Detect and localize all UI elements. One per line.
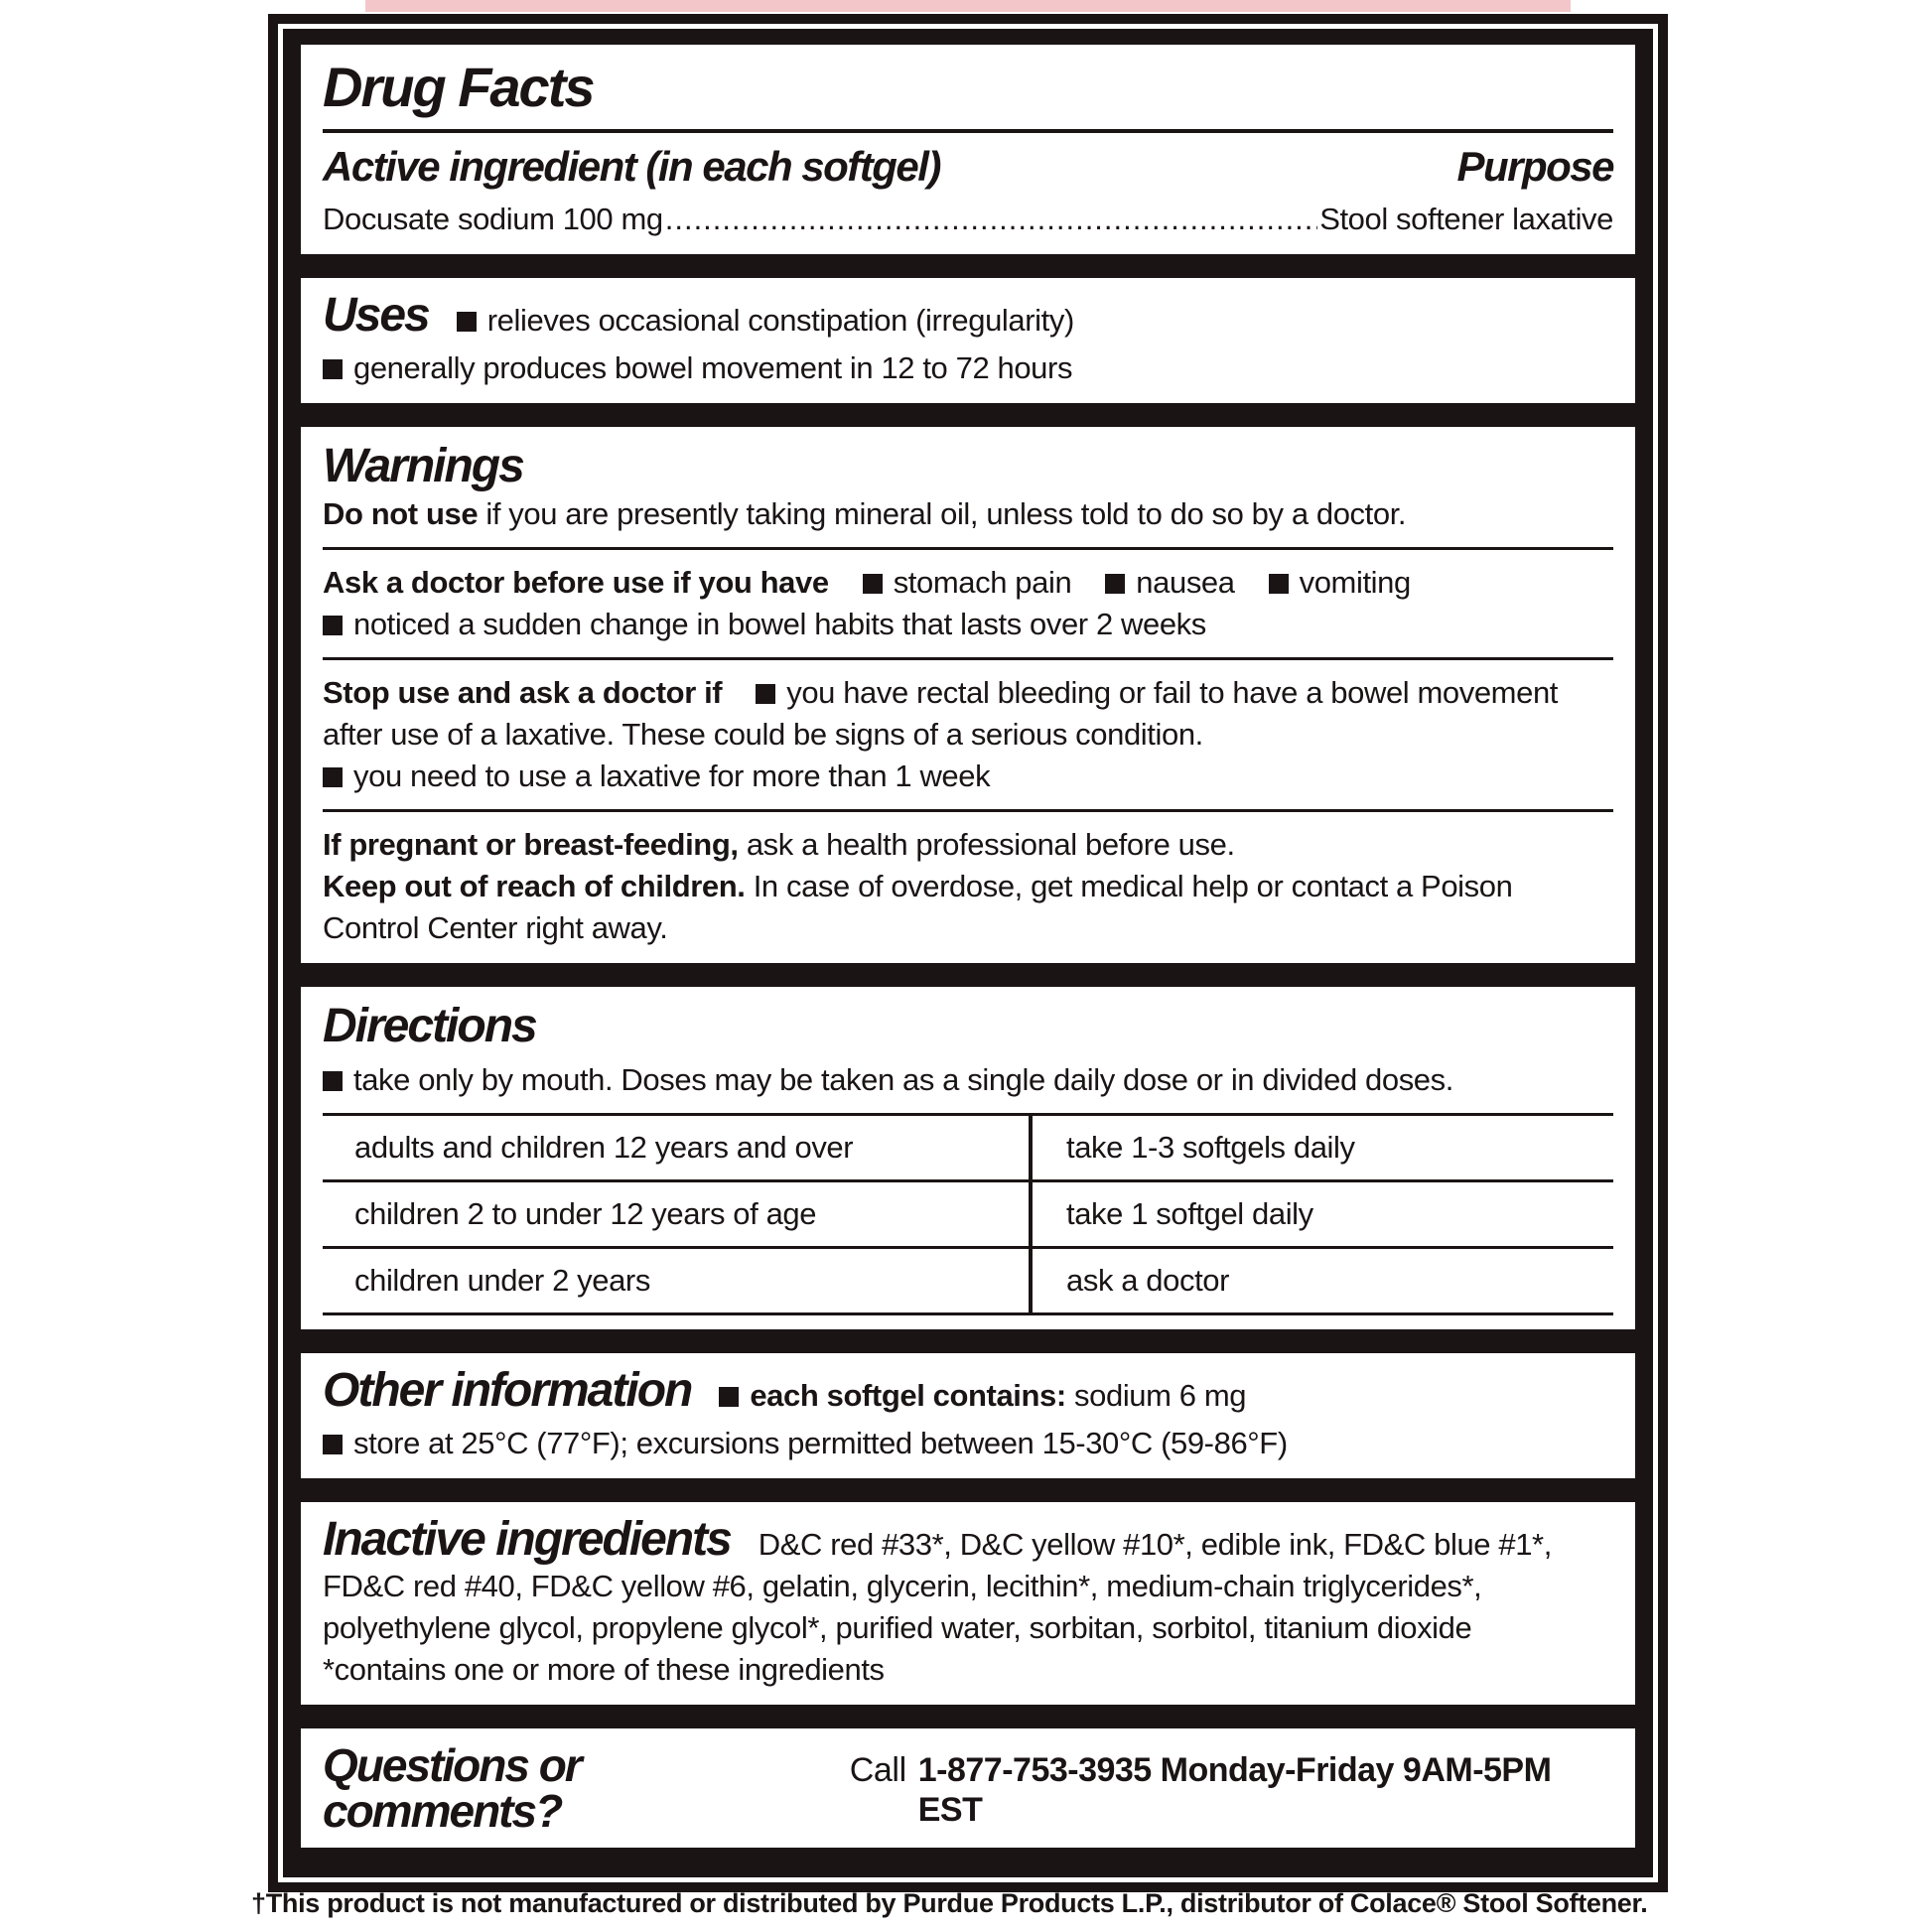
- do-not-use-lead: Do not use: [323, 495, 479, 531]
- bullet-square-icon: [1269, 574, 1289, 594]
- bullet-square-icon: [323, 1071, 343, 1091]
- bullet-square-icon: [756, 684, 775, 704]
- other-information-heading: Other information: [323, 1363, 692, 1417]
- purpose-heading: Purpose: [1456, 142, 1613, 190]
- ask-doctor-lead: Ask a doctor before use if you have: [323, 564, 829, 600]
- panel-other-information: Other information each softgel contains: sodium 6 mg store at 25°C (77°F); excursions permitted between 15-30°C (59-86°F): [301, 1353, 1635, 1478]
- bullet-square-icon: [323, 767, 343, 787]
- drug-facts-title: Drug Facts: [323, 56, 594, 118]
- ask-doctor-bullet-2: noticed a sudden change in bowel habits that lasts over 2 weeks: [323, 604, 1613, 645]
- table-row: [323, 1249, 1613, 1312]
- table-row: [323, 1116, 1613, 1182]
- uses-bullet-1: relieves occasional constipation (irregularity): [486, 303, 1074, 339]
- inactive-ingredients-footnote: *contains one or more of these ingredients: [323, 1651, 885, 1687]
- active-ingredient-name: Docusate sodium 100 mg: [323, 202, 663, 237]
- stop-use-paragraph: Stop use and ask a doctor if you have rectal bleeding or fail to have a bowel movement after use of a laxative. These could be signs of a serious condition.: [323, 674, 1559, 752]
- warnings-divider: [323, 657, 1613, 660]
- panel-warnings: [301, 427, 1635, 963]
- bullet-square-icon: [323, 616, 343, 635]
- bullet-square-icon: [457, 312, 477, 332]
- dosage-table: [323, 1113, 1613, 1315]
- uses-bullet-2: generally produces bowel movement in 12 to 72 hours: [353, 350, 1073, 386]
- bullet-square-icon: [323, 1435, 343, 1454]
- dosage-amount-cell: ask a doctor: [1066, 1262, 1230, 1298]
- label-frame-white-inset: [278, 24, 1658, 1882]
- panel-title-active-ingredient: [301, 45, 1635, 254]
- warnings-heading: Warnings: [323, 440, 523, 493]
- directions-heading: Directions: [323, 999, 536, 1052]
- panel-questions: [301, 1728, 1635, 1848]
- call-label: Call: [849, 1750, 906, 1789]
- bullet-square-icon: [719, 1387, 739, 1407]
- dosage-group-cell: children 2 to under 12 years of age: [323, 1182, 1033, 1246]
- panel-uses: [301, 278, 1635, 403]
- questions-heading: Questions or comments?: [323, 1738, 581, 1837]
- table-row: [323, 1182, 1613, 1249]
- title-divider: [323, 129, 1613, 133]
- do-not-use-paragraph: Do not use if you are presently taking mineral oil, unless told to do so by a doctor.: [323, 495, 1407, 531]
- purpose-value: Stool softener laxative: [1319, 202, 1613, 237]
- softgel-contains-lead: each softgel contains:: [750, 1377, 1066, 1413]
- active-ingredient-heading: Active ingredient (in each softgel): [323, 142, 940, 190]
- inactive-ingredients-list: D&C red #33*, D&C yellow #10*, edible ink, FD&C blue #1*, FD&C red #40, FD&C yellow #6, gelatin, glycerin, lecithin*, medium-chain triglycerides*, polyethylene glycol, propylene glycol*, purified water, sorbitan, sorbitol, titanium dioxide: [323, 1526, 1552, 1645]
- keep-out-of-reach-lead: Keep out of reach of children.: [323, 868, 746, 903]
- bullet-square-icon: [863, 574, 883, 594]
- drug-facts-label: [268, 14, 1668, 1892]
- ask-doctor-paragraph: Ask a doctor before use if you have stomach pain nausea vomiting: [323, 564, 1411, 600]
- warnings-divider: [323, 809, 1613, 812]
- distribution-footnote: †This product is not manufactured or distributed by Purdue Products L.P., distributor of Colace® Stool Softener.: [251, 1888, 1648, 1918]
- packaging-edge-strip: [365, 0, 1571, 12]
- dosage-amount-cell: take 1-3 softgels daily: [1066, 1129, 1355, 1165]
- directions-note: take only by mouth. Doses may be taken as a single daily dose or in divided doses.: [323, 1059, 1613, 1101]
- keep-out-of-reach-paragraph: Keep out of reach of children. In case of overdose, get medical help or contact a Poison Control Center right away.: [323, 868, 1513, 945]
- storage-instructions: store at 25°C (77°F); excursions permitted between 15-30°C (59-86°F): [353, 1425, 1288, 1460]
- inactive-ingredients-paragraph: [323, 1512, 1613, 1649]
- dosage-amount-cell: take 1 softgel daily: [1066, 1195, 1313, 1231]
- dosage-group-cell: adults and children 12 years and over: [323, 1116, 1033, 1179]
- dotted-leader: [665, 199, 1317, 232]
- pregnant-lead: If pregnant or breast-feeding,: [323, 826, 739, 862]
- panel-inactive-ingredients: [301, 1502, 1635, 1705]
- panel-directions: [301, 987, 1635, 1329]
- bullet-square-icon: [323, 359, 343, 379]
- pregnant-paragraph: If pregnant or breast-feeding, ask a health professional before use.: [323, 826, 1235, 862]
- warnings-divider: [323, 547, 1613, 550]
- phone-and-hours: 1-877-753-3935 Monday-Friday 9AM-5PM EST: [917, 1750, 1552, 1830]
- stop-use-bullet-2: you need to use a laxative for more than 1 week: [323, 756, 1613, 797]
- stop-use-lead: Stop use and ask a doctor if: [323, 674, 723, 710]
- dosage-group-cell: children under 2 years: [323, 1249, 1033, 1312]
- label-frame-inner: [283, 29, 1653, 1877]
- bullet-square-icon: [1105, 574, 1125, 594]
- uses-heading: Uses: [323, 289, 429, 343]
- inactive-ingredients-heading: Inactive ingredients: [323, 1512, 731, 1566]
